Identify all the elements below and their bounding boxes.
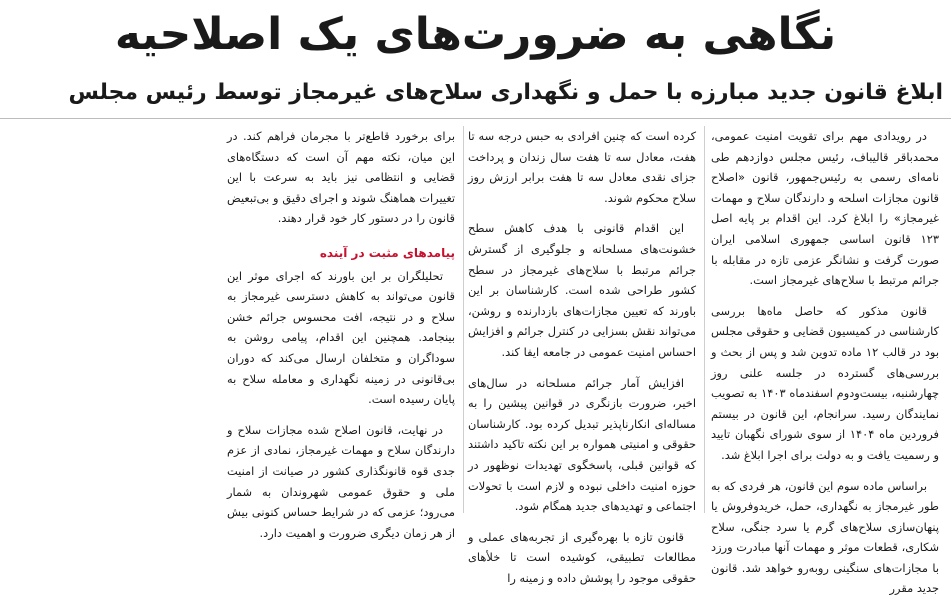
column-2-paragraph-2: این اقدام قانونی با هدف کاهش سطح خشونت‌های مسلحانه و جلوگیری از گسترش جرائم مرتبط با سلاح‌های غیرمجاز در سطح کشور طراحی شده است. کارشناسان بر این باورند که تعیین مجازات‌های بازدارنده و روشن، می‌تواند نقش بسزایی در کنترل جرائم و افزایش احساس امنیت عمومی در جامعه ایفا کند.	[468, 218, 696, 362]
column-divider	[704, 126, 705, 513]
column-3-paragraph-2: تحلیلگران بر این باورند که اجرای موثر این قانون می‌تواند به کاهش دسترسی غیرمجاز به سلاح و در نتیجه، افت محسوس جرائم خشن بینجامد. همچنین این اقدام، پیامی روشن به سوداگران و متخلفان ارسال می‌کند که دوران بی‌قانونی در زمینه نگهداری و معامله سلاح به پایان رسیده است.	[227, 266, 455, 410]
section-subheading: پیامدهای مثبت در آینده	[227, 243, 455, 264]
column-1-paragraph-2: قانون مذکور که حاصل ماه‌ها بررسی کارشناسی در کمیسیون قضایی و حقوقی مجلس بود در قالب ۱۲ ماده تدوین شد و پس از بحث و بررسی‌های گسترده در جلسه علنی روز چهارشنبه، بیست‌ودوم اسفندماه ۱۴۰۳ به تصویب نمایندگان رسید. سرانجام، این قانون در بیستم فروردین ماه ۱۴۰۴ از سوی شورای نگهبان تایید و رسمیت یافت و به دولت برای اجرا ابلاغ شد.	[711, 301, 939, 466]
column-divider	[463, 126, 464, 513]
column-2-paragraph-4: قانون تازه با بهره‌گیری از تجربه‌های عملی و مطالعات تطبیقی، کوشیده است تا خلأهای حقوقی موجود را پوشش داده و زمینه را	[468, 527, 696, 589]
column-2-paragraph-1: کرده است که چنین افرادی به حبس درجه سه تا هفت، معادل سه تا هفت سال زندان و پرداخت جزای نقدی معادل سه تا هفت برابر ارزش روز سلاح محکوم شوند.	[468, 126, 696, 208]
column-1-paragraph-3: براساس ماده سوم این قانون، هر فردی که به طور غیرمجاز به نگهداری، حمل، خریدوفروش یا پنهان‌سازی سلاح‌های گرم یا سرد جنگی، سلاح شکاری، قطعات موثر و مهمات آنها مبادرت ورزد با مجازات‌های سنگینی روبه‌رو خواهد شد. قانون جدید مقرر	[711, 476, 939, 599]
headline: نگاهی به ضرورت‌های یک اصلاحیه	[0, 6, 951, 64]
column-3-paragraph-1: برای برخورد قاطع‌تر با مجرمان فراهم کند. در این میان، نکته مهم آن است که دستگاه‌های قضایی و انتظامی نیز باید به سرعت با این تغییرات هماهنگ شوند و اجرای دقیق و بی‌تبعیض قانون را در دستور کار خود قرار دهند.	[227, 126, 455, 229]
article-column-3	[227, 126, 455, 513]
article-column-2	[468, 126, 696, 513]
header-divider	[0, 118, 951, 119]
column-1-paragraph-1: در رویدادی مهم برای تقویت امنیت عمومی، محمدباقر قالیباف، رئیس مجلس دوازدهم طی نامه‌ای رسمی به رئیس‌جمهور، قانون «اصلاح قانون مجازات اسلحه و دارندگان سلاح و مهمات غیرمجاز» را ابلاغ کرد. این اقدام بر پایه اصل ۱۲۳ قانون اساسی جمهوری اسلامی ایران صورت گرفت و نشانگر عزمی تازه در مقابله با جرائم مرتبط با سلاح‌های غیرمجاز است.	[711, 126, 939, 291]
subheadline: ابلاغ قانون جدید مبارزه با حمل و نگهداری سلاح‌های غیرمجاز توسط رئیس مجلس	[0, 76, 943, 110]
column-3-paragraph-3: در نهایت، قانون اصلاح شده مجازات سلاح و دارندگان سلاح و مهمات غیرمجاز، نمادی از عزم جدی قوه قانونگذاری کشور در صیانت از امنیت ملی و حقوق عمومی شهروندان به شمار می‌رود؛ عزمی که در شرایط حساس کنونی بیش از هر زمان دیگری ضرورت و اهمیت دارد.	[227, 420, 455, 544]
article-column-1	[711, 126, 939, 513]
column-2-paragraph-3: افزایش آمار جرائم مسلحانه در سال‌های اخیر، ضرورت بازنگری در قوانین پیشین را به مساله‌ای انکارناپذیر تبدیل کرده بود. کارشناسان حقوقی و امنیتی همواره بر این نکته تاکید داشتند که قوانین قبلی، پاسخگوی تهدیدات نوظهور در حوزه امنیت داخلی نبوده و لازم است با تحولات اجتماعی و تهدیدهای جدید همگام شود.	[468, 373, 696, 517]
